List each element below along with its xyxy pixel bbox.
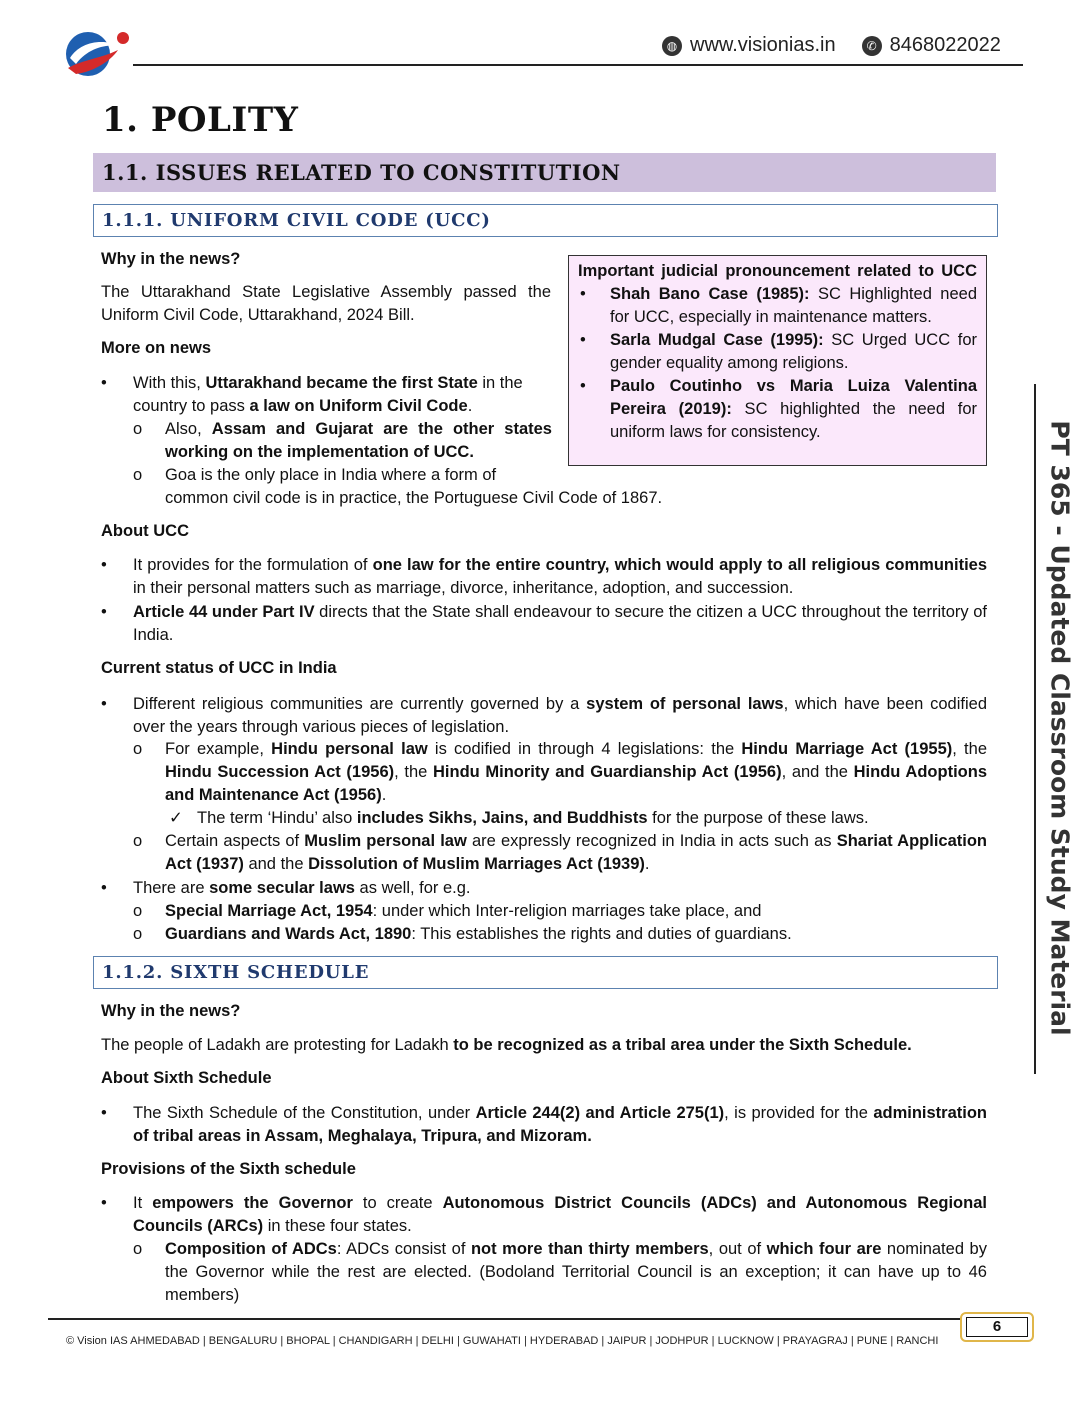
footer-text: © Vision IAS AHMEDABAD | BENGALURU | BHOPAL | CHANDIGARH | DELHI | GUWAHATI | HYDERABAD | JAIPUR | JODHPUR | LUCKNOW | PRAYAGRAJ | PUNE | RANCHI <box>66 1335 939 1347</box>
judicial-box-list <box>578 283 977 444</box>
judicial-item: • Paulo Coutinho vs Maria Luiza Valentina Pereira (2019): SC highlighted the need for uniform laws for consistency. <box>578 375 977 444</box>
ucc-why-heading: Why in the news? <box>101 250 241 268</box>
ucc-about-bullet-1: • It provides for the formulation of one law for the entire country, which would apply to all religious communities in their personal matters such as marriage, divorce, inheritance, adoption, and succession. <box>101 556 988 597</box>
ucc-about-bullet-2: • Article 44 under Part IV directs that the State shall endeavour to secure the citizen a UCC throughout the territory of India. <box>101 603 987 644</box>
ucc-more-bullet-1: • With this, Uttarakhand became the first State in the country to pass a law on Uniform Civil Code. <box>101 374 523 415</box>
ucc-status-bullet-1: • Different religious communities are currently governed by a system of personal laws, which have been codified over the years through various pieces of legislation. <box>101 695 987 736</box>
sixth-provisions-bullet-1: • It empowers the Governor to create Autonomous District Councils (ADCs) and Autonomous Regional Councils (ARCs) in these four states. <box>101 1194 987 1235</box>
side-banner-text: PT 365 - Updated Classroom Study Material <box>1045 420 1075 1036</box>
sixth-provisions-sub-1: o Composition of ADCs: ADCs consist of not more than thirty members, out of which four are nominated by the Governor while the rest are elected. (Bodoland Territorial Council is an exception; it can have up to 46 members) <box>133 1240 987 1304</box>
header-phone[interactable]: 8468022022 <box>889 34 1001 56</box>
ucc-more-heading: More on news <box>101 339 212 357</box>
sixth-about-bullet-1: • The Sixth Schedule of the Constitution, under Article 244(2) and Article 275(1), is provided for the administration of tribal areas in Assam, Meghalaya, Tripura, and Mizoram. <box>101 1104 987 1145</box>
sixth-provisions-heading: Provisions of the Sixth schedule <box>101 1160 356 1178</box>
judicial-item: • Sarla Mudgal Case (1995): SC Urged UCC for gender equality among religions. <box>578 329 977 375</box>
ucc-status-sub-2: o Certain aspects of Muslim personal law are expressly recognized in India in acts such as Shariat Application Act (1937) and the Dissolution of Muslim Marriages Act (1939). <box>133 832 988 873</box>
phone-icon: ✆ <box>862 36 882 56</box>
ucc-more-sub-1: o Also, Assam and Gujarat are the other states working on the implementation of UCC. <box>133 420 552 461</box>
header-contact <box>662 34 1001 57</box>
side-banner-line <box>1034 384 1036 1074</box>
globe-icon: ◍ <box>662 36 682 56</box>
ucc-why-text: The Uttarakhand State Legislative Assembly passed the Uniform Civil Code, Uttarakhand, 2024 Bill. <box>101 283 551 324</box>
ucc-status-sub-1: o For example, Hindu personal law is codified in through 4 legislations: the Hindu Marriage Act (1955), the Hindu Succession Act (1956), the Hindu Minority and Guardianship Act (1956), and the Hindu Adoptions and Maintenance Act (1956). <box>133 740 987 804</box>
footer-divider <box>48 1318 960 1320</box>
header-website[interactable]: www.visionias.in <box>690 34 836 56</box>
page-number: 6 <box>966 1317 1028 1337</box>
ucc-more-sub-2: o Goa is the only place in India where a form of common civil code is in practice, the Portuguese Civil Code of 1867. <box>133 466 663 507</box>
judicial-pronouncement-box <box>568 255 987 466</box>
ucc-status-sub-4: o Guardians and Wards Act, 1890: This establishes the rights and duties of guardians. <box>133 925 792 943</box>
ucc-status-heading: Current status of UCC in India <box>101 659 337 677</box>
ucc-about-heading: About UCC <box>101 522 189 540</box>
subsection-title-ucc: 1.1.1. UNIFORM CIVIL CODE (UCC) <box>102 210 491 231</box>
section-title: 1.1. ISSUES RELATED TO CONSTITUTION <box>102 160 621 185</box>
subsection-title-sixth: 1.1.2. SIXTH SCHEDULE <box>102 962 370 983</box>
ucc-status-sub-3: o Special Marriage Act, 1954: under which Inter-religion marriages take place, and <box>133 902 762 920</box>
sixth-why-heading: Why in the news? <box>101 1002 241 1020</box>
ucc-status-bullet-2: • There are some secular laws as well, for e.g. <box>101 879 471 897</box>
judicial-item: • Shah Bano Case (1985): SC Highlighted need for UCC, especially in maintenance matters. <box>578 283 977 329</box>
ucc-status-tick-1: ✓ The term ‘Hindu’ also includes Sikhs, Jains, and Buddhists for the purpose of these laws. <box>197 807 987 830</box>
sixth-why-text: The people of Ladakh are protesting for Ladakh to be recognized as a tribal area under the Sixth Schedule. <box>101 1036 912 1054</box>
judicial-box-heading: Important judicial pronouncement related to UCC <box>578 262 977 280</box>
check-icon: ✓ <box>169 809 183 827</box>
header-divider <box>133 64 1023 66</box>
page-title: 1. POLITY <box>102 100 299 140</box>
sixth-about-heading: About Sixth Schedule <box>101 1069 272 1087</box>
vision-ias-logo <box>62 24 132 80</box>
